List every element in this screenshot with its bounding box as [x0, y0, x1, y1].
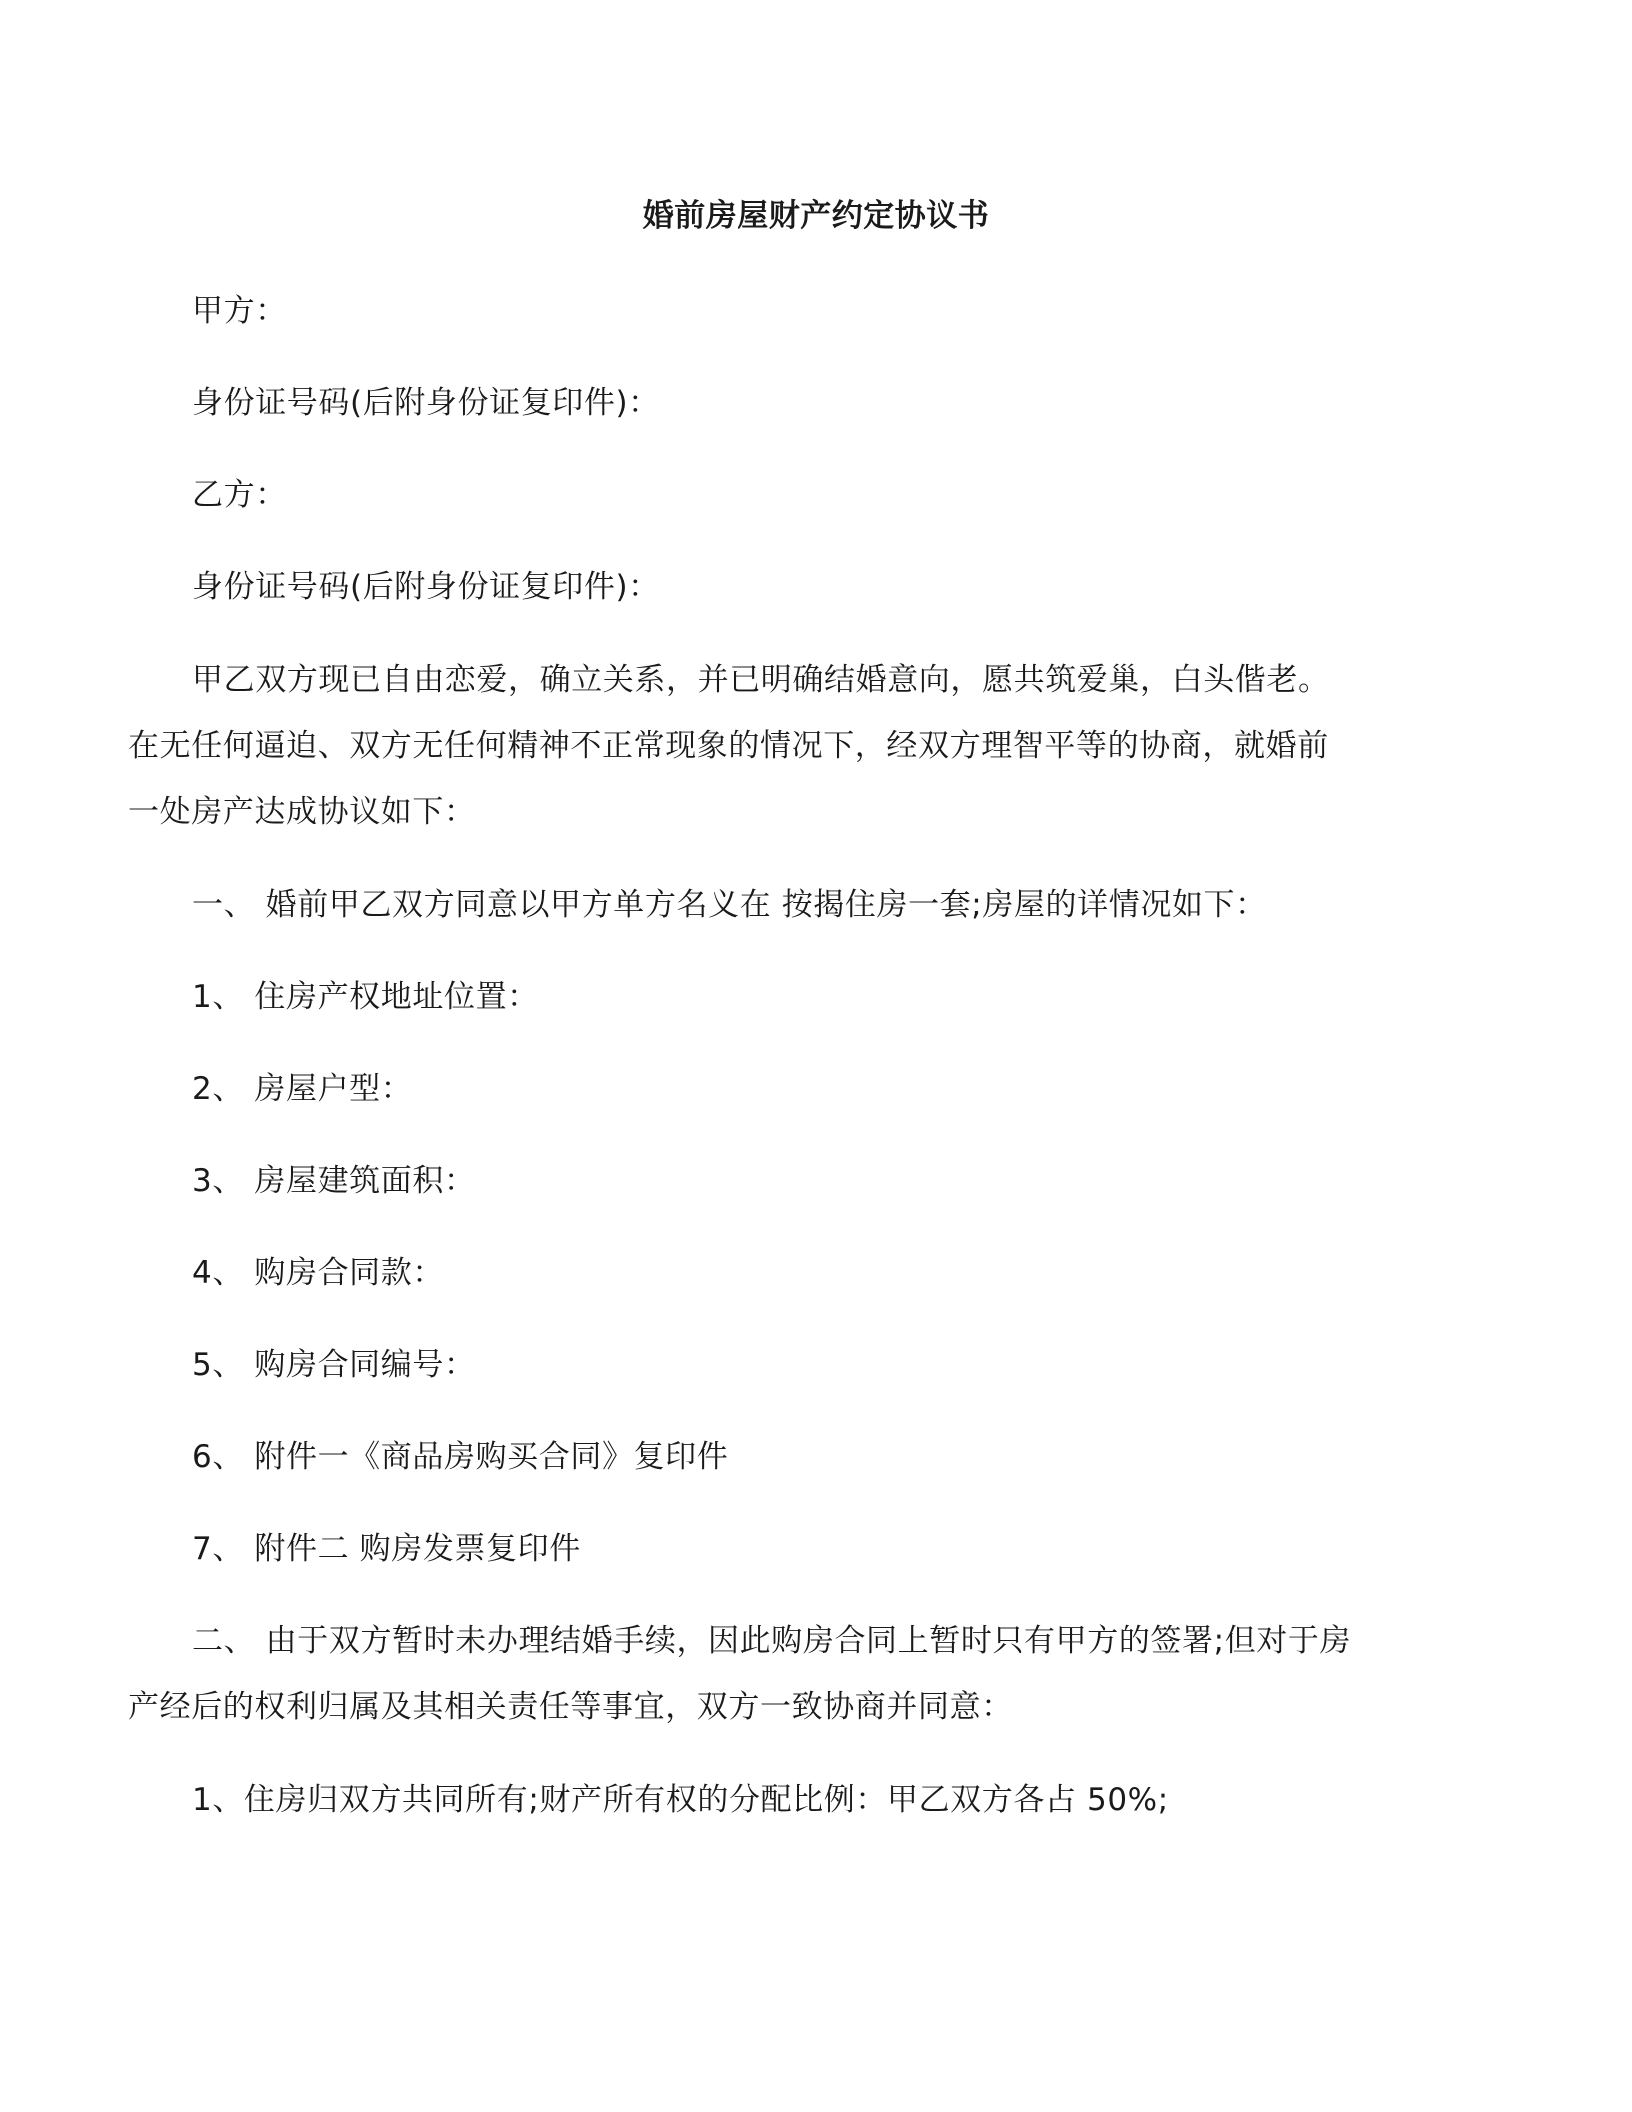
item-address: 1、 住房产权地址位置：	[192, 979, 539, 1015]
document-title: 婚前房屋财产约定协议书	[642, 198, 990, 234]
section-one-heading: 一、 婚前甲乙双方同意以甲方单方名义在 按揭住房一套;房屋的详情况如下：	[192, 887, 1267, 923]
party-a-id-label: 身份证号码(后附身份证复印件)：	[192, 385, 660, 421]
section-two-line-1: 二、 由于双方暂时未办理结婚手续，因此购房合同上暂时只有甲方的签署;但对于房	[192, 1623, 1352, 1659]
clause-one: 1、住房归双方共同所有;财产所有权的分配比例：甲乙双方各占 50%;	[192, 1782, 1169, 1818]
item-contract-number: 5、 购房合同编号：	[192, 1347, 476, 1383]
intro-line-2: 在无任何逼迫、双方无任何精神不正常现象的情况下，经双方理智平等的协商，就婚前	[128, 728, 1329, 764]
item-contract-amount: 4、 购房合同款：	[192, 1255, 444, 1291]
party-a-label: 甲方：	[192, 293, 287, 329]
item-area: 3、 房屋建筑面积：	[192, 1163, 476, 1199]
intro-line-1: 甲乙双方现已自由恋爱，确立关系，并已明确结婚意向，愿共筑爱巢，白头偕老。	[192, 662, 1330, 698]
section-two-paragraph	[128, 1608, 1358, 1740]
party-b-label: 乙方：	[192, 477, 287, 513]
intro-line-3: 一处房产达成协议如下：	[128, 794, 476, 830]
intro-paragraph	[128, 647, 1358, 845]
party-b-id-label: 身份证号码(后附身份证复印件)：	[192, 569, 660, 605]
section-two-line-2: 产经后的权利归属及其相关责任等事宜，双方一致协商并同意：	[128, 1689, 1013, 1725]
item-layout: 2、 房屋户型：	[192, 1071, 413, 1107]
item-attachment-two: 7、 附件二 购房发票复印件	[192, 1531, 581, 1567]
item-attachment-one: 6、 附件一《商品房购买合同》复印件	[192, 1439, 729, 1475]
